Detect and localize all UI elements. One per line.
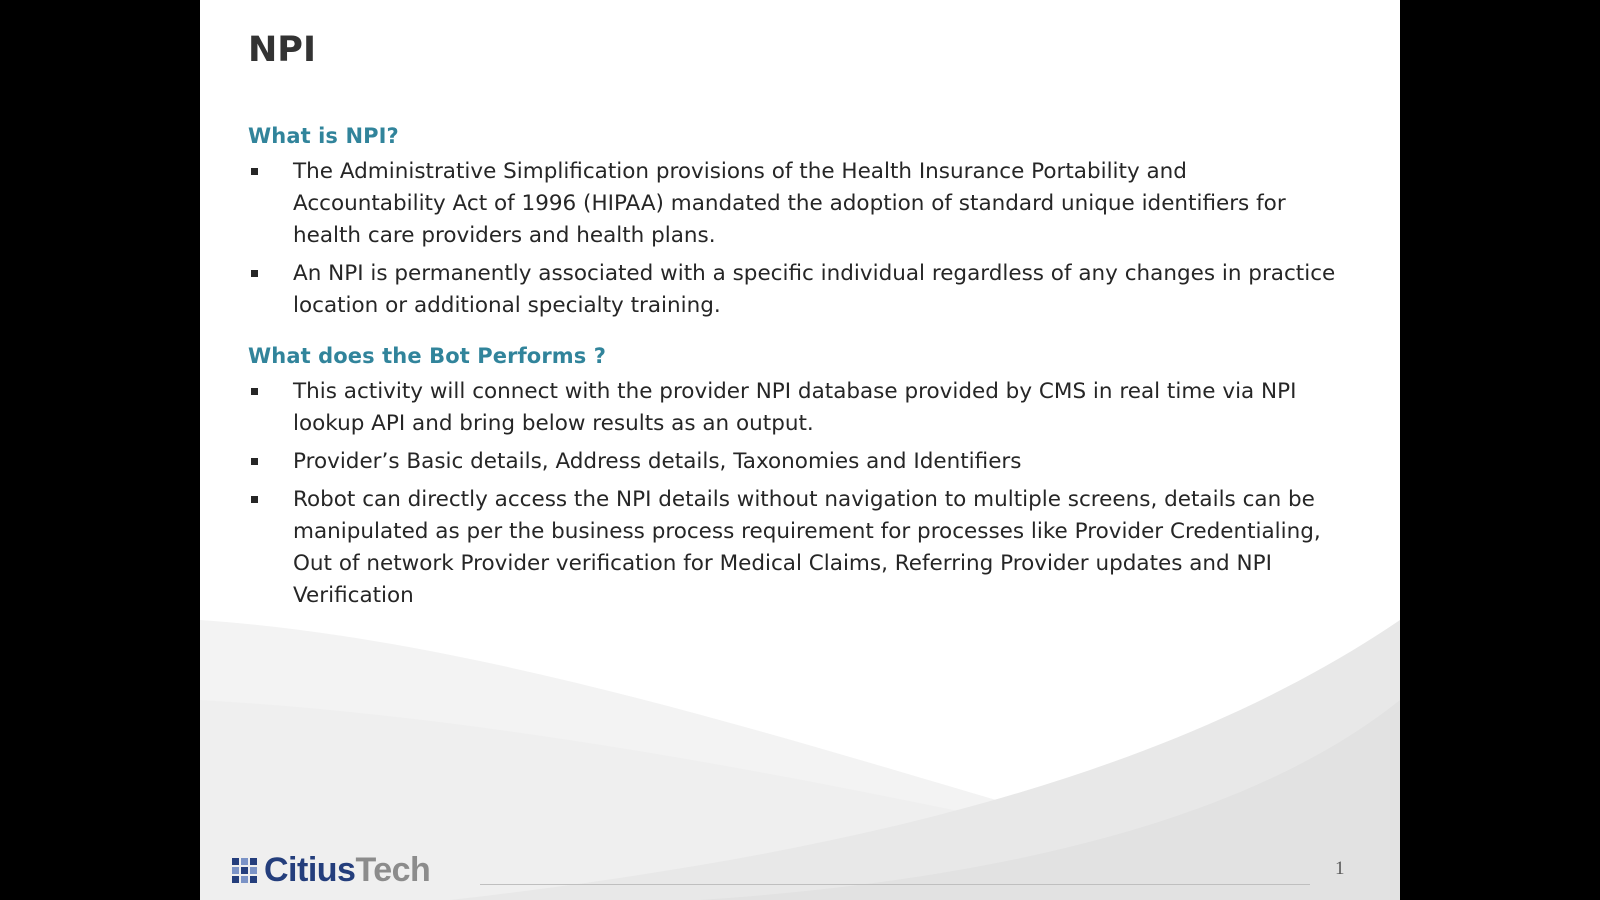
section-bot-performs <box>248 344 1338 612</box>
logo-grid-icon <box>232 858 257 883</box>
footer-divider <box>480 884 1310 885</box>
logo-text-part1: Citius <box>264 850 356 889</box>
section-what-is-npi <box>248 124 1338 322</box>
slide-title: NPI <box>248 30 316 70</box>
slide <box>200 0 1400 900</box>
bullet-text: Provider’s Basic details, Address details, Taxonomies and Identifiers <box>293 449 1022 474</box>
bullet-item <box>248 376 1338 440</box>
section-heading: What does the Bot Performs ? <box>248 344 607 368</box>
bullet-list <box>248 376 1338 612</box>
bullet-text: An NPI is permanently associated with a specific individual regardless of any changes in practice location or additional specialty training. <box>293 261 1336 318</box>
square-bullet-icon <box>251 388 258 395</box>
logo-text-part2: Tech <box>355 850 431 889</box>
bullet-item <box>248 446 1338 478</box>
slide-content <box>248 124 1338 634</box>
bullet-item <box>248 156 1338 252</box>
bullet-text: The Administrative Simplification provisions of the Health Insurance Portability and Accountability Act of 1996 (HIPAA) mandated the adoption of standard unique identifiers for health care providers and health plans. <box>293 159 1286 248</box>
bullet-item <box>248 258 1338 322</box>
bullet-list <box>248 156 1338 322</box>
section-heading: What is NPI? <box>248 124 399 148</box>
square-bullet-icon <box>251 496 258 503</box>
bullet-text: This activity will connect with the provider NPI database provided by CMS in real time via NPI lookup API and bring below results as an output. <box>293 379 1297 436</box>
citiustech-logo <box>232 852 430 888</box>
square-bullet-icon <box>251 458 258 465</box>
page-number: 1 <box>1335 858 1345 879</box>
bullet-item <box>248 484 1338 612</box>
bullet-text: Robot can directly access the NPI details without navigation to multiple screens, details can be manipulated as per the business process requirement for processes like Provider Credentialing, Out of network Provider verification for Medical Claims, Referring Provider updates and NPI Verification <box>293 487 1321 608</box>
logo-text <box>264 851 430 890</box>
square-bullet-icon <box>251 270 258 277</box>
square-bullet-icon <box>251 168 258 175</box>
